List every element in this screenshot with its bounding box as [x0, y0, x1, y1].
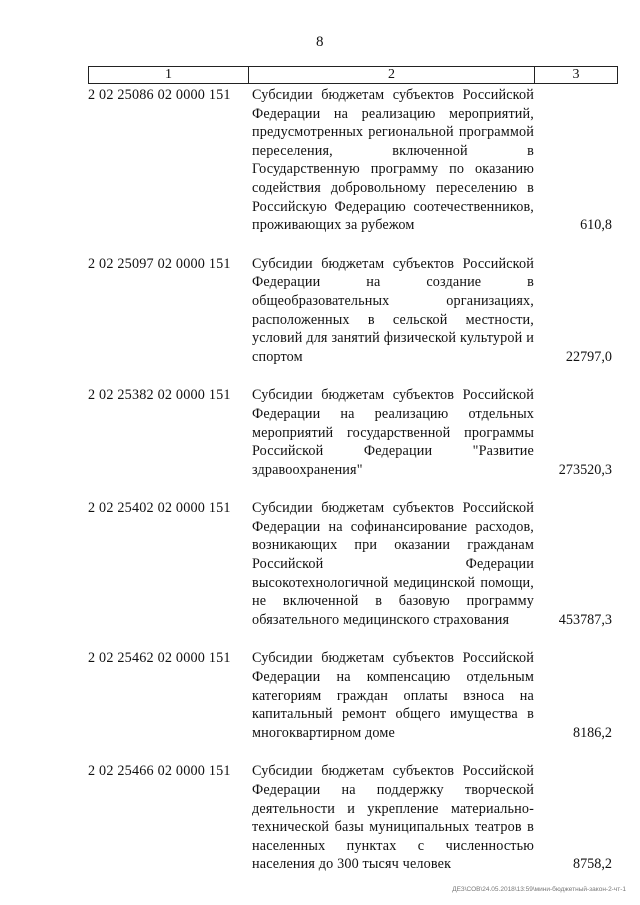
- table-body: [88, 86, 618, 874]
- table-row: [88, 762, 618, 874]
- header-col-1: 1: [89, 67, 249, 83]
- footer-stamp: ДЕЗ\СОВ\24.05.2018\13:59\мини-бюджетный-закон-2-чт-1: [452, 886, 626, 893]
- row-code: 2 02 25402 02 0000 151: [88, 500, 231, 517]
- row-description: Субсидии бюджетам субъектов Российской Федерации на реализацию отдельных мероприятий государственной программы Российской Федерации "Развитие здравоохранения": [252, 387, 534, 478]
- row-code: 2 02 25086 02 0000 151: [88, 87, 231, 103]
- table-row: [88, 499, 618, 629]
- table-row: [88, 255, 618, 367]
- row-amount: 22797,0: [565, 348, 612, 365]
- table-row: [88, 86, 618, 235]
- row-amount: 8186,2: [572, 724, 612, 741]
- row-code: 2 02 25466 02 0000 151: [88, 763, 231, 780]
- row-code: 2 02 25462 02 0000 151: [88, 650, 231, 667]
- table-row: [88, 386, 618, 479]
- page-number: 8: [316, 34, 324, 50]
- row-amount: 610,8: [580, 217, 612, 234]
- row-amount: 453787,3: [558, 611, 612, 628]
- row-description: Субсидии бюджетам субъектов Российской Федерации на поддержку творческой деятельности и укрепление материально-технической базы муниципальных театров в населенных пунктах с численностью населения до 300 тысяч человек: [252, 763, 534, 873]
- table-row: [88, 649, 618, 742]
- row-description: Субсидии бюджетам субъектов Российской Федерации на реализацию мероприятий, предусмотренных региональной программой переселения, включенной в Государственную программу по оказанию содействия добровольному переселению в Российскую Федерацию соотечественников, проживающих за рубежом: [252, 87, 534, 234]
- row-amount: 8758,2: [572, 856, 612, 873]
- header-col-2: 2: [249, 67, 535, 83]
- row-description: Субсидии бюджетам субъектов Российской Федерации на создание в общеобразовательных организациях, расположенных в сельской местности, условий для занятий физической культурой и спортом: [252, 255, 534, 365]
- row-amount: 273520,3: [558, 461, 612, 478]
- table-header: [88, 66, 618, 84]
- row-code: 2 02 25382 02 0000 151: [88, 387, 231, 404]
- header-col-3: 3: [572, 67, 580, 82]
- row-description: Субсидии бюджетам субъектов Российской Федерации на компенсацию отдельным категориям граждан оплаты взноса на капитальный ремонт общего имущества в многоквартирном доме: [252, 650, 534, 741]
- row-code: 2 02 25097 02 0000 151: [88, 255, 231, 272]
- row-description: Субсидии бюджетам субъектов Российской Федерации на софинансирование расходов, возникающих при оказании гражданам Российской Федерации высокотехнологичной медицинской помощи, не включенной в базовую программу обязательного медицинского страхования: [252, 500, 534, 628]
